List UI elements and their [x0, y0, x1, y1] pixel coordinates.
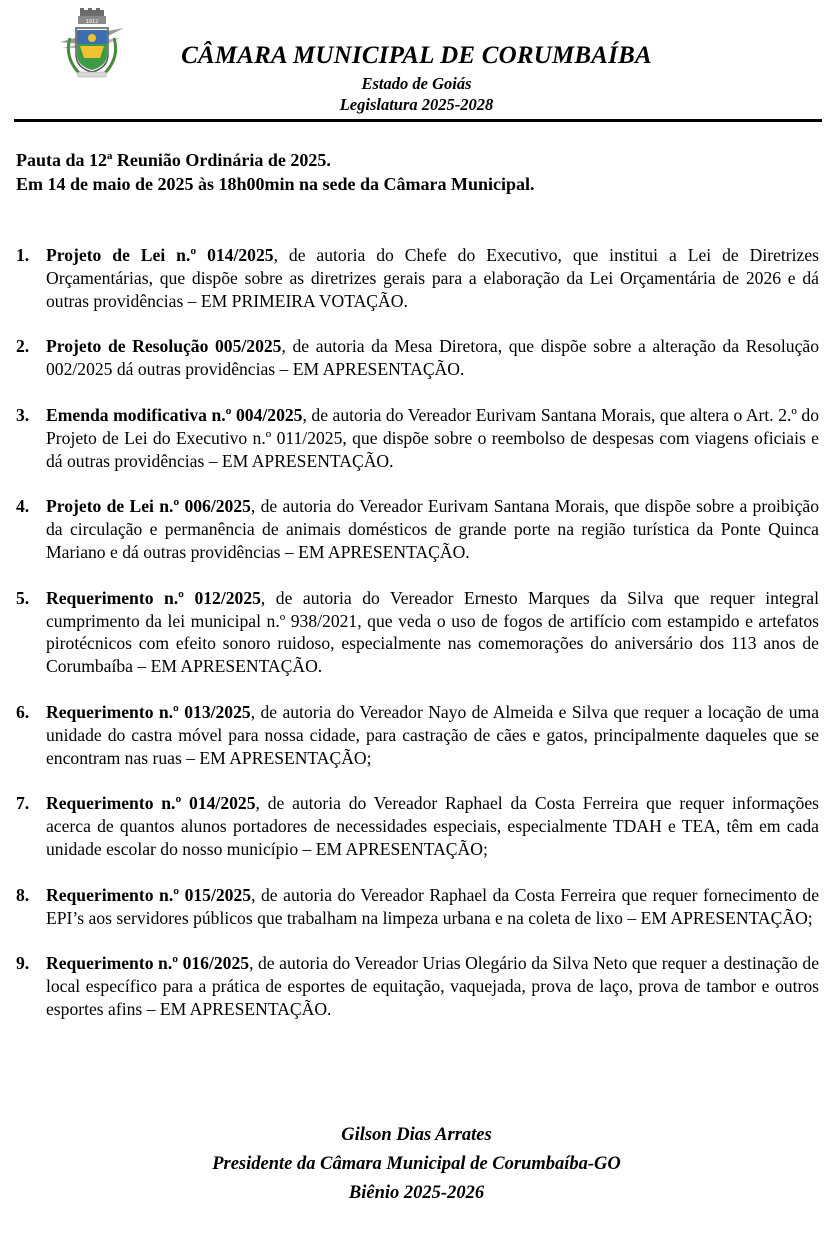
signature-block	[0, 1121, 833, 1208]
signatory-name: Gilson Dias Arrates	[341, 1125, 492, 1145]
agenda-item	[16, 335, 819, 381]
agenda-item-text: , de autoria do Vereador Raphael da Costa Ferreira que requer informações acerca de quantos alunos portadores de necessidades especiais, especialmente TDAH e TEA, têm em cada unidade escolar do nosso município – EM APRESENTAÇÃO;	[46, 793, 819, 859]
svg-text:1912: 1912	[85, 19, 99, 25]
agenda-items-list	[16, 244, 819, 1044]
agenda-item-number: 2.	[16, 336, 30, 357]
agenda-item-text: , de autoria do Vereador Urias Olegário da Silva Neto que requer a destinação de local específico para a prática de esportes de equitação, vaquejada, prova de laço, prova de tambor e outros esportes afins – EM APRESENTAÇÃO.	[46, 953, 820, 1019]
agenda-item-number: 8.	[16, 884, 30, 905]
agenda-item	[16, 952, 819, 1020]
agenda-item-title: Projeto de Lei n.º 006/2025	[46, 496, 251, 517]
agenda-item	[16, 495, 819, 563]
agenda-item-text: , de autoria do Chefe do Executivo, que institui a Lei de Diretrizes Orçamentárias, que dispõe sobre as diretrizes gerais para a elaboração da Lei Orçamentária de 2026 e dá outras providências – EM PRIMEIRA VOTAÇÃO.	[46, 245, 819, 311]
agenda-item-title: Requerimento n.º 016/2025	[46, 953, 250, 974]
agenda-item-number: 4.	[16, 496, 30, 517]
agenda-item-title: Requerimento n.º 013/2025	[46, 701, 251, 722]
agenda-item	[16, 587, 819, 678]
agenda-item-text: , de autoria da Mesa Diretora, que dispõe sobre a alteração da Resolução 002/2025 dá outras providências – EM APRESENTAÇÃO.	[46, 336, 819, 380]
agenda-item-title: Emenda modificativa n.º 004/2025	[46, 404, 303, 425]
document-header	[0, 0, 833, 125]
agenda-heading	[16, 148, 816, 196]
agenda-item	[16, 404, 819, 472]
agenda-item	[16, 884, 819, 930]
agenda-item	[16, 701, 819, 769]
signatory-role: Presidente da Câmara Municipal de Corumbaíba-GO	[212, 1154, 621, 1174]
agenda-item-number: 7.	[16, 793, 30, 814]
agenda-item-text: , de autoria do Vereador Nayo de Almeida e Silva que requer a locação de uma unidade do castra móvel para nossa cidade, para castração de cães e gatos, principalmente daqueles que se encontram nas ruas – EM APRESENTAÇÃO;	[46, 701, 819, 768]
agenda-item-text: , de autoria do Vereador Ernesto Marques da Silva que requer integral cumprimento da lei municipal n.º 938/2021, que veda o uso de fogos de artifício com estampido e artefatos pirotécnicos com efeito sonoro ruidoso, especialmente nas comemorações do aniversário dos 113 anos de Corumbaíba – EM APRESENTAÇÃO.	[46, 587, 819, 677]
legislature-subtitle: Legislatura 2025-2028	[339, 95, 494, 114]
agenda-item-number: 3.	[16, 404, 30, 425]
header-divider	[14, 119, 822, 122]
agenda-item-number: 5.	[16, 587, 30, 608]
agenda-item-number: 1.	[16, 245, 30, 265]
agenda-item-title: Requerimento n.º 012/2025	[46, 587, 261, 608]
agenda-item	[16, 792, 819, 860]
state-subtitle: Estado de Goiás	[361, 74, 472, 93]
agenda-item-title: Projeto de Resolução 005/2025	[46, 336, 282, 357]
agenda-item-number: 6.	[16, 701, 30, 722]
agenda-item-text: , de autoria do Vereador Raphael da Costa Ferreira que requer fornecimento de EPI’s aos servidores públicos que trabalham na limpeza urbana e na coleta de lixo – EM APRESENTAÇÃO;	[46, 884, 820, 928]
agenda-item-number: 9.	[16, 953, 30, 974]
signatory-period: Biênio 2025-2026	[348, 1183, 485, 1203]
agenda-title: Pauta da 12ª Reunião Ordinária de 2025.	[16, 150, 331, 170]
agenda-item-title: Projeto de Lei n.º 014/2025	[46, 245, 274, 265]
agenda-date-location: Em 14 de maio de 2025 às 18h00min na sede da Câmara Municipal.	[16, 174, 535, 194]
agenda-item-text: , de autoria do Vereador Eurivam Santana Morais, que altera o Art. 2.º do Projeto de Lei do Executivo n.º 011/2025, que dispõe sobre o reembolso de despesas com viagens oficiais e dá outras providências – EM APRESENTAÇÃO.	[46, 404, 819, 471]
institution-title: CÂMARA MUNICIPAL DE CORUMBAÍBA	[181, 42, 652, 69]
agenda-item-title: Requerimento n.º 014/2025	[46, 793, 256, 814]
agenda-item-text: , de autoria do Vereador Eurivam Santana Morais, que dispõe sobre a proibição da circulação e permanência de animais domésticos de grande porte na região turística da Ponte Quinca Mariano e dá outras providências – EM APRESENTAÇÃO.	[46, 496, 819, 562]
agenda-item-title: Requerimento n.º 015/2025	[46, 884, 252, 905]
agenda-item	[16, 244, 819, 312]
